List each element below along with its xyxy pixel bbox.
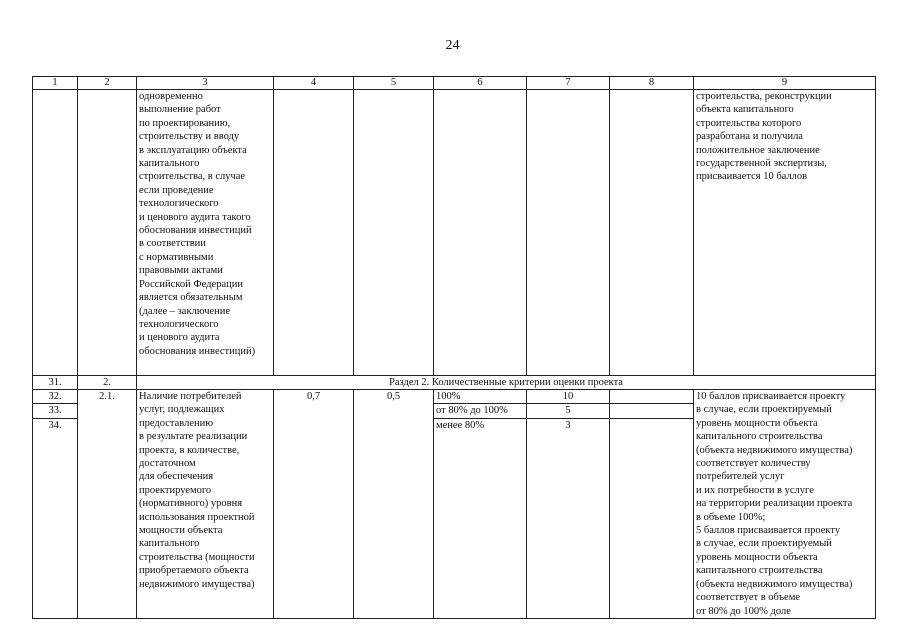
page-number: 24 <box>445 38 460 53</box>
cont-cell-7 <box>527 90 610 376</box>
level-range-3: менее 80% <box>434 418 527 618</box>
continued-row <box>33 90 876 376</box>
level-note-1 <box>610 390 694 404</box>
criterion-name: Наличие потребителей услуг, подлежащих предоставлению в результате реализации проекта, в количестве, достаточном для обеспечения проектируемого (нормативного) уровня использования проектной мощности объекта капитального строительства (мощности приобретаемого объекта недвижимого имущества) <box>137 390 274 619</box>
cont-criterion-text: одновременно выполнение работ по проектированию, строительству и вводу в эксплуатацию объекта капитального строительства, в случае если проведение технологического и ценового аудита такого обоснования инвестиций в соответствии с нормативными правовыми актами Российской Федерации является обязательным (далее – заключение технологического и ценового аудита обоснования инвестиций) <box>137 90 274 376</box>
col-header-1: 1 <box>33 77 78 90</box>
col-header-4: 4 <box>274 77 354 90</box>
cont-cell-1 <box>33 90 78 376</box>
level-range-2: от 80% до 100% <box>434 404 527 418</box>
level-range-1: 100% <box>434 390 527 404</box>
row-number-34: 34. <box>33 418 78 618</box>
table-row <box>33 390 876 404</box>
col-header-2: 2 <box>78 77 137 90</box>
level-score-2: 5 <box>527 404 610 418</box>
level-score-3: 3 <box>527 418 610 618</box>
row-number-33: 33. <box>33 404 78 418</box>
col-header-6: 6 <box>434 77 527 90</box>
cont-cell-2 <box>78 90 137 376</box>
cont-cell-8 <box>610 90 694 376</box>
cont-cell-4 <box>274 90 354 376</box>
criterion-weight-2: 0,5 <box>354 390 434 619</box>
level-score-1: 10 <box>527 390 610 404</box>
column-number-row <box>33 77 876 90</box>
criterion-description: 10 баллов присваивается проекту в случае, если проектируемый уровень мощности объекта капитального строительства (объекта недвижимого имущества) соответствует количеству потребителей услуг и их потребности в услуге на территории реализации проекта в объеме 100%; 5 баллов присваивается проекту в случае, если проектируемый уровень мощности объекта капитального строительства (объекта недвижимого имущества) соответствует в объеме от 80% до 100% доле <box>694 390 876 619</box>
section-row <box>33 376 876 390</box>
col-header-3: 3 <box>137 77 274 90</box>
section-title: Раздел 2. Количественные критерии оценки проекта <box>137 376 876 390</box>
row-number-32: 32. <box>33 390 78 404</box>
col-header-7: 7 <box>527 77 610 90</box>
section-code: 2. <box>78 376 137 390</box>
criteria-table <box>32 76 876 619</box>
criterion-weight-1: 0,7 <box>274 390 354 619</box>
level-note-2 <box>610 404 694 418</box>
cont-cell-6 <box>434 90 527 376</box>
cont-cell-5 <box>354 90 434 376</box>
col-header-5: 5 <box>354 77 434 90</box>
cont-description-text: строительства, реконструкции объекта капитального строительства которого разработана и получила положительное заключение государственной экспертизы, присваивается 10 баллов <box>694 90 876 376</box>
level-note-3 <box>610 418 694 618</box>
col-header-8: 8 <box>610 77 694 90</box>
section-row-number: 31. <box>33 376 78 390</box>
col-header-9: 9 <box>694 77 876 90</box>
criterion-code: 2.1. <box>78 390 137 619</box>
